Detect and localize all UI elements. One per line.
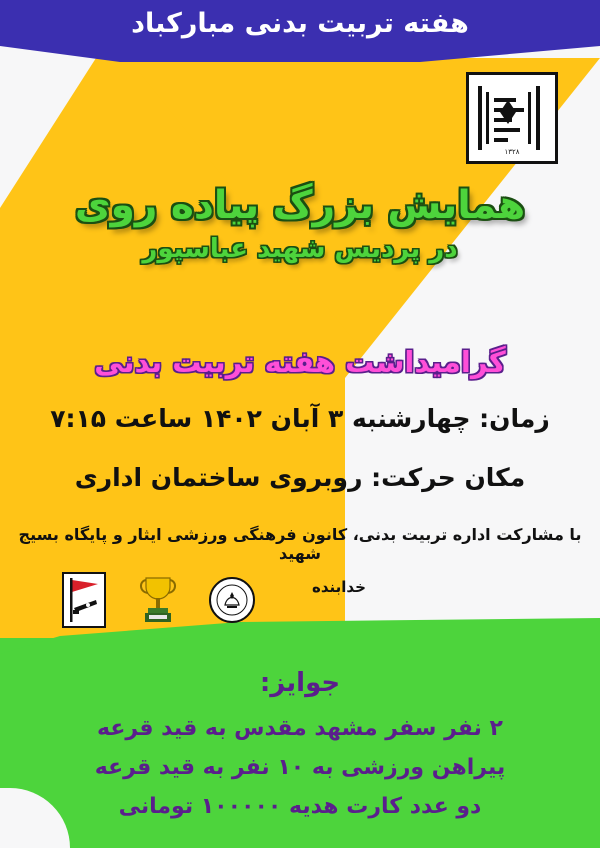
trophy-icon: [137, 572, 179, 628]
basij-flag-icon: [64, 574, 104, 626]
headline: [0, 182, 600, 267]
prize-item-2: پیراهن ورزشی به ۱۰ نفر به قید قرعه: [94, 755, 506, 780]
prize-item-1: ۲ نفر سفر مشهد مقدس به قید قرعه: [97, 716, 503, 741]
headline-line-1: همایش بزرگ پیاده روی: [74, 183, 526, 228]
basij-emblem: [206, 572, 258, 628]
top-banner-text: هفته تربیت بدنی مبارکباد: [131, 8, 469, 39]
partners-line: با مشارکت اداره تربیت بدنی، کانون فرهنگی ورزشی ایثار و پایگاه بسیج شهید: [18, 525, 582, 563]
partner-name: خدابنده: [312, 578, 366, 596]
svg-text:۱۳۲۸: ۱۳۲۸: [504, 148, 520, 156]
flag-emblem: [58, 572, 110, 628]
event-place-line: مکان حرکت: روبروی ساختمان اداری: [74, 463, 526, 492]
university-logo: [466, 72, 558, 164]
subheadline: گرامیداشت هفته تربیت بدنی: [94, 345, 506, 379]
basij-emblem-icon: [209, 577, 255, 623]
prize-item-3: دو عدد کارت هدیه ۱۰۰۰۰۰ تومانی: [118, 794, 482, 819]
university-logo-icon: [472, 78, 552, 158]
flag-emblem-icon: [62, 572, 106, 628]
headline-line-2: در پردیس شهید عباسپور: [142, 233, 458, 264]
trophy-emblem: [132, 572, 184, 628]
emblem-row: [58, 572, 258, 628]
basij-seal-icon: [215, 583, 249, 617]
prizes-title: جوایز:: [259, 668, 341, 698]
event-time-line: زمان: چهارشنبه ۳ آبان ۱۴۰۲ ساعت ۷:۱۵: [50, 404, 550, 433]
